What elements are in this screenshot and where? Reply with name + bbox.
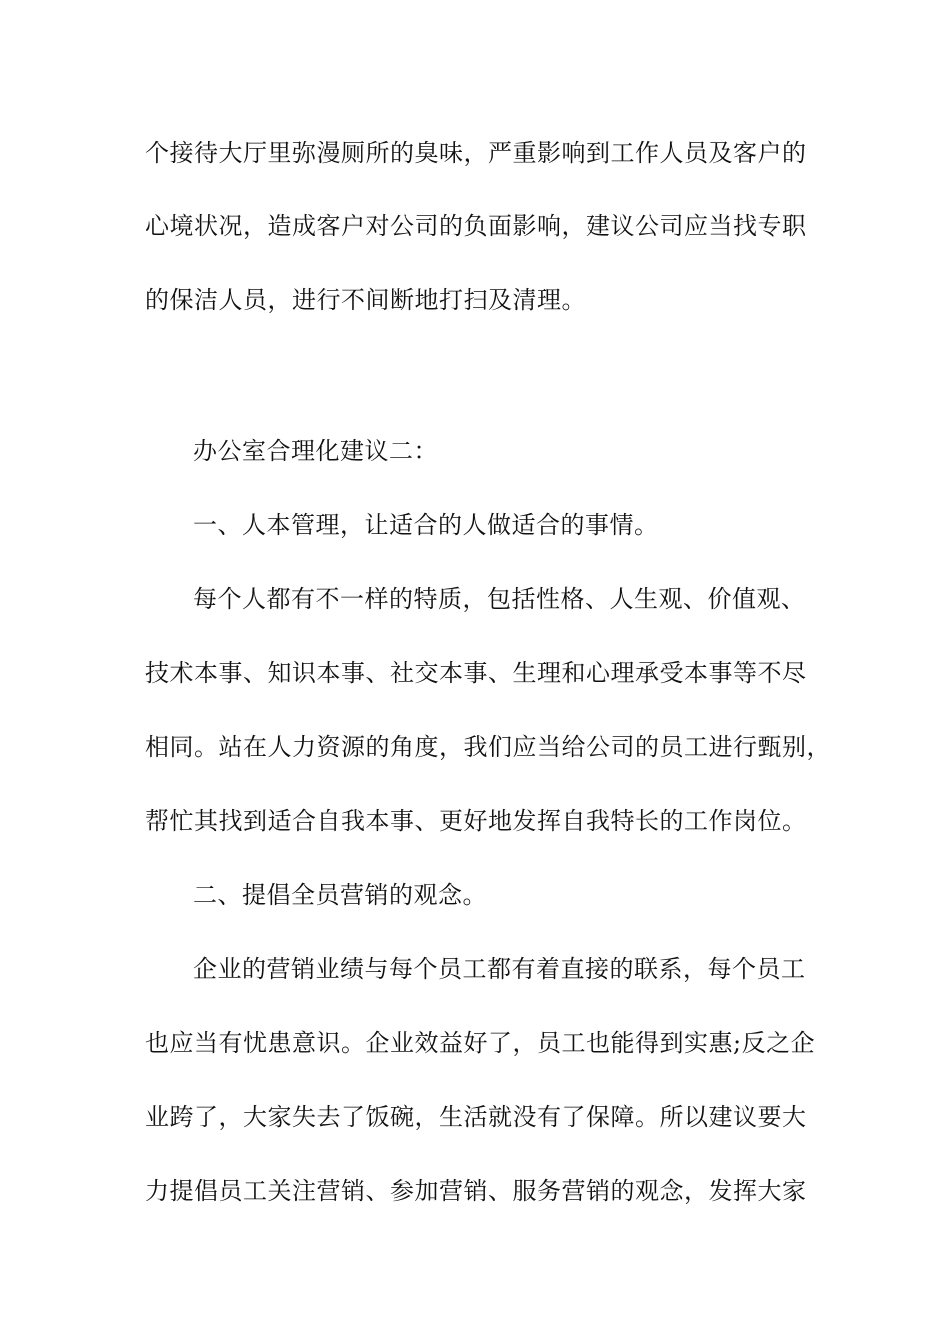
item-heading: 二、提倡全员营销的观念。 — [193, 881, 487, 909]
paragraph-line: 的保洁人员，进行不间断地打扫及清理。 — [145, 286, 586, 314]
paragraph-line: 业跨了，大家失去了饭碗，生活就没有了保障。所以建议要大 — [145, 1103, 807, 1131]
paragraph-line: 每个人都有不一样的特质，包括性格、人生观、价值观、 — [193, 585, 806, 613]
paragraph-line: 个接待大厅里弥漫厕所的臭味，严重影响到工作人员及客户的 — [145, 139, 807, 167]
paragraph-line: 技术本事、知识本事、社交本事、生理和心理承受本事等不尽 — [145, 659, 807, 687]
item-heading: 一、人本管理，让适合的人做适合的事情。 — [193, 511, 659, 539]
paragraph-line: 企业的营销业绩与每个员工都有着直接的联系，每个员工 — [193, 955, 806, 983]
paragraph-line: 心境状况，造成客户对公司的负面影响，建议公司应当找专职 — [145, 212, 807, 240]
paragraph-line: 也应当有忧患意识。企业效益好了，员工也能得到实惠;反之企 — [145, 1029, 816, 1057]
paragraph-line: 力提倡员工关注营销、参加营销、服务营销的观念，发挥大家 — [145, 1177, 807, 1205]
paragraph-line: 相同。站在人力资源的角度，我们应当给公司的员工进行甄别， — [145, 733, 831, 761]
section-heading: 办公室合理化建议二： — [193, 437, 438, 465]
paragraph-line: 帮忙其找到适合自我本事、更好地发挥自我特长的工作岗位。 — [145, 807, 807, 835]
